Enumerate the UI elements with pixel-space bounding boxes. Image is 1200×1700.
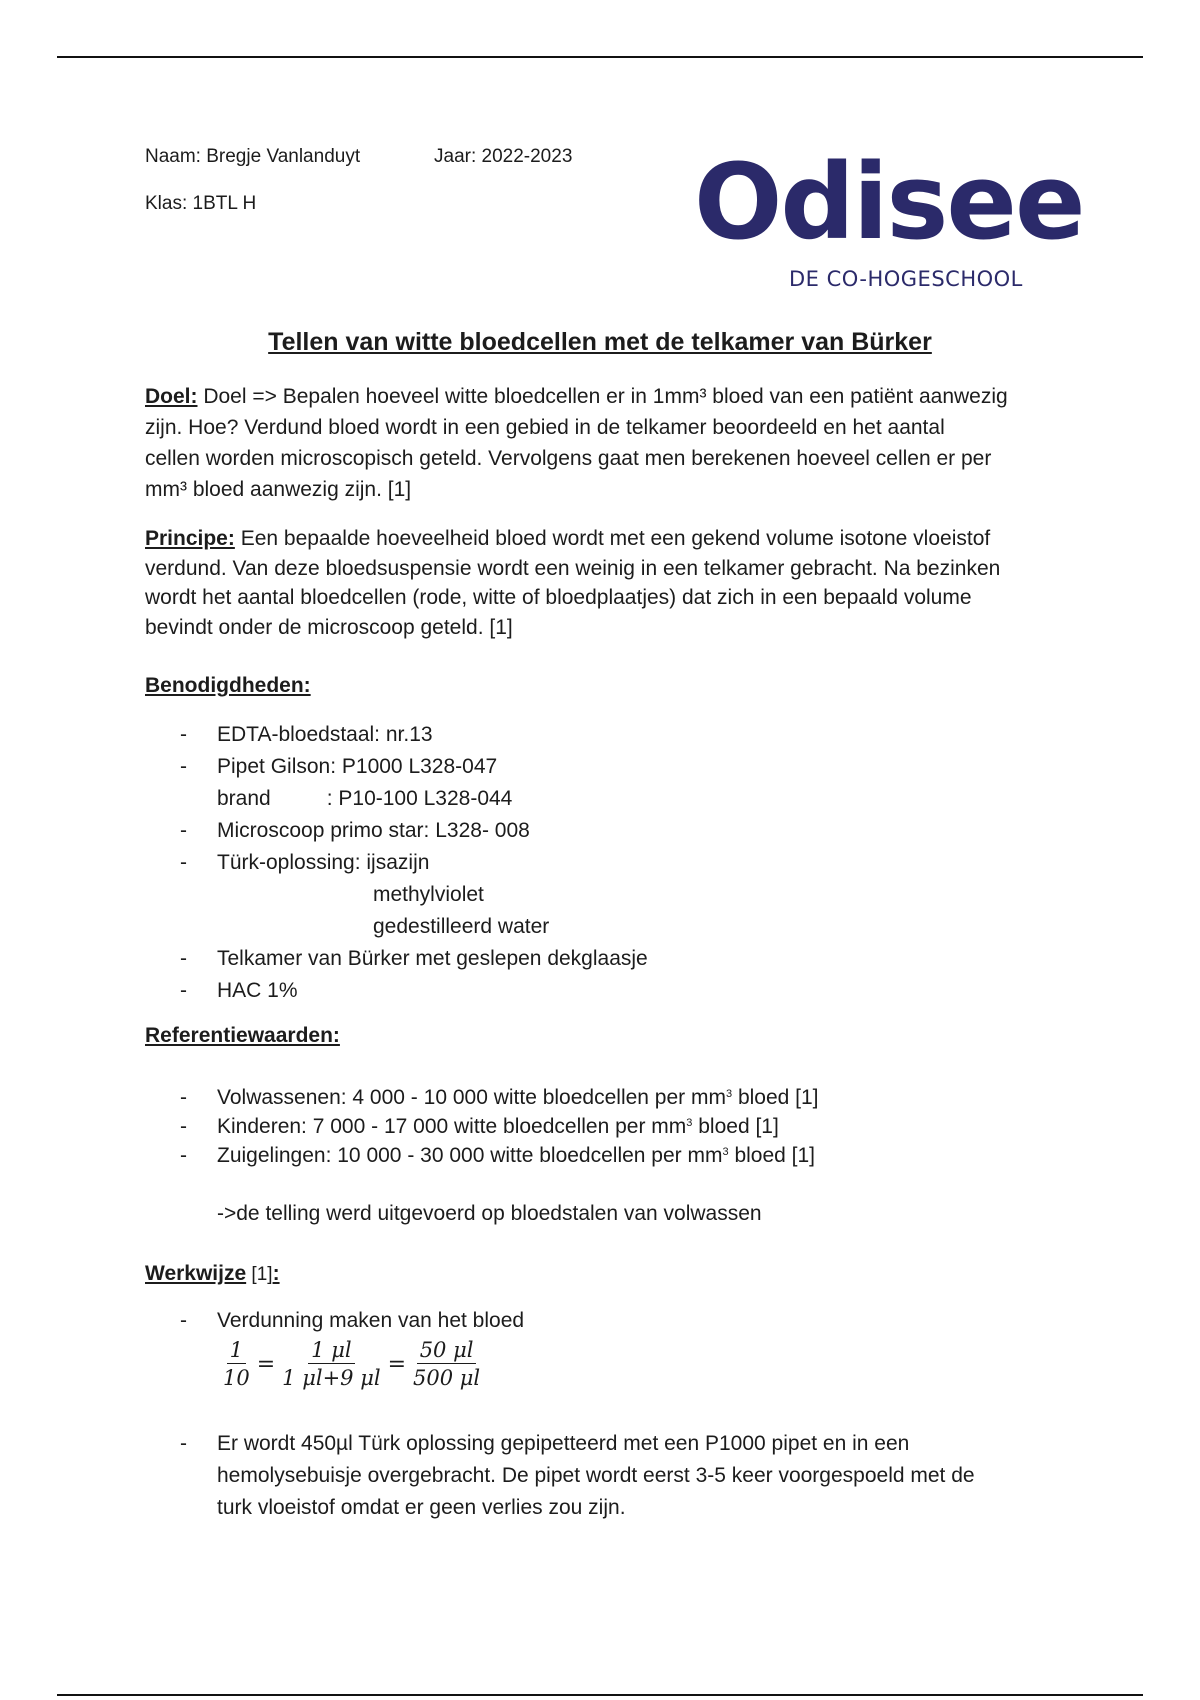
bottom-rule: [57, 1694, 1143, 1696]
pipet-brand-label: brand: [217, 787, 271, 810]
principe-line: wordt het aantal bloedcellen (rode, witte of bloedplaatjes) dat zich in een bepaald volume: [145, 586, 972, 609]
fraction-numerator: 1: [227, 1337, 246, 1364]
pipet-brand-value: : P10-100 L328-044: [326, 787, 513, 810]
list-dash: -: [180, 979, 187, 1002]
ref-superscript: 3: [686, 1117, 693, 1129]
list-item: [145, 1305, 1145, 1337]
werkwijze-list-step1: [145, 1305, 1145, 1337]
list-dash: -: [180, 1086, 187, 1109]
ref-superscript: 3: [725, 1088, 733, 1100]
list-dash: -: [180, 1144, 187, 1167]
ref-text: bloed [1]: [728, 1144, 816, 1167]
list-dash: -: [180, 755, 187, 778]
fraction-denominator: 1 μl+9 μl: [282, 1366, 381, 1390]
fraction-volumes: [279, 1337, 383, 1392]
list-item: [145, 847, 1145, 879]
list-dash: -: [180, 723, 187, 746]
principe-line: bevindt onder de microscoop geteld. [1]: [145, 615, 513, 639]
equals-sign: =: [387, 1352, 407, 1377]
list-item: [145, 1083, 1145, 1112]
list-dash: -: [180, 819, 187, 842]
turk-sub-item: methylviolet: [373, 883, 484, 906]
referentiewaarden-heading: Referentiewaarden:: [145, 1024, 340, 1047]
odisee-logo-subtitle: DE CO-HOGESCHOOL: [789, 267, 1023, 291]
turk-sub-item: gedestilleerd water: [373, 915, 550, 938]
referentie-note: ->de telling werd uitgevoerd op bloedstalen van volwassen: [217, 1202, 762, 1225]
werkwijze-heading: [145, 1262, 280, 1286]
fraction-numerator: 1 μl: [308, 1337, 354, 1364]
student-name: Naam: Bregje Vanlanduyt: [145, 146, 361, 167]
list-item: [145, 815, 1145, 847]
werkwijze-ref: [1]: [246, 1264, 273, 1285]
werkwijze-step2: [145, 1428, 1155, 1524]
list-item-continuation: [145, 879, 1145, 911]
list-item-text: Verdunning maken van het bloed: [217, 1309, 525, 1332]
doel-line: mm³ bloed aanwezig zijn. [1]: [145, 478, 412, 501]
ref-text: bloed [1]: [692, 1115, 779, 1138]
list-item-text: Pipet Gilson: P1000 L328-047: [217, 755, 498, 778]
doel-line: cellen worden microscopisch geteld. Vervolgens gaat men berekenen hoeveel cellen er per: [145, 447, 992, 470]
list-dash: -: [180, 1432, 187, 1455]
class-label: Klas: 1BTL H: [145, 193, 257, 214]
werkwijze-colon: :: [272, 1262, 280, 1285]
doel-line: Doel => Bepalen hoeveel witte bloedcellen er in 1mm³ bloed van een patiënt aanwezig: [197, 385, 1008, 408]
list-dash: -: [180, 947, 187, 970]
step2-line: turk vloeistof omdat er geen verlies zou zijn.: [217, 1496, 626, 1519]
list-item: [145, 719, 1145, 751]
ref-text: Zuigelingen: 10 000 - 30 000 witte bloedcellen per mm: [217, 1144, 723, 1167]
list-item: [145, 1112, 1145, 1141]
fraction-denominator: 500 μl: [413, 1366, 481, 1390]
ref-text: bloed [1]: [732, 1086, 819, 1109]
list-dash: -: [180, 1309, 187, 1332]
step2-line: Er wordt 450µl Türk oplossing gepipetteerd met een P1000 pipet en in een: [217, 1432, 910, 1455]
principe-line: verdund. Van deze bloedsuspensie wordt een weinig in een telkamer gebracht. Na bezinken: [145, 556, 1001, 580]
list-item-text: EDTA-bloedstaal: nr.13: [217, 723, 433, 746]
top-rule: [57, 56, 1143, 58]
benodigdheden-heading: Benodigdheden:: [145, 674, 311, 697]
list-item-text: HAC 1%: [217, 979, 298, 1002]
list-item-continuation: [145, 783, 1145, 815]
principe-paragraph: [145, 524, 1155, 642]
equals-sign: =: [256, 1352, 276, 1377]
ref-superscript: 3: [722, 1146, 729, 1158]
list-item: [145, 943, 1145, 975]
referentiewaarden-list: [145, 1083, 1145, 1170]
doel-paragraph: [145, 381, 1155, 505]
principe-label: Principe:: [145, 527, 235, 550]
school-year: Jaar: 2022-2023: [434, 146, 573, 167]
principe-line: Een bepaalde hoeveelheid bloed wordt met een gekend volume isotone vloeistof: [234, 527, 991, 550]
fraction-microliters: [410, 1337, 483, 1392]
ref-text: Kinderen: 7 000 - 17 000 witte bloedcellen per mm: [217, 1115, 687, 1138]
list-item-text: Microscoop primo star: L328- 008: [217, 819, 530, 842]
doel-label: Doel:: [145, 385, 198, 408]
fraction-denominator: 10: [223, 1366, 250, 1390]
list-item: [145, 751, 1145, 783]
page-title: Tellen van witte bloedcellen met de telkamer van Bürker: [268, 328, 932, 356]
fraction-numerator: 50 μl: [417, 1337, 477, 1364]
list-dash: -: [180, 1115, 187, 1138]
list-item-text: Telkamer van Bürker met geslepen dekglaasje: [217, 947, 648, 970]
fraction-one-tenth: [220, 1337, 253, 1392]
dilution-formula: [218, 1337, 485, 1392]
step2-line: hemolysebuisje overgebracht. De pipet wordt eerst 3-5 keer voorgespoeld met de: [217, 1464, 975, 1487]
list-item-continuation: [145, 911, 1145, 943]
odisee-logo: Odisee: [694, 141, 1084, 263]
werkwijze-label: Werkwijze: [145, 1262, 247, 1285]
ref-text: Volwassenen: 4 000 - 10 000 witte bloedcellen per mm: [217, 1086, 726, 1109]
list-item-text: Türk-oplossing: ijsazijn: [217, 851, 430, 874]
list-item: [145, 1141, 1145, 1170]
list-item: [145, 1428, 1155, 1524]
doel-line: zijn. Hoe? Verdund bloed wordt in een gebied in de telkamer beoordeeld en het aantal: [145, 416, 945, 439]
list-item: [145, 975, 1145, 1007]
benodigdheden-list: [145, 719, 1145, 1007]
list-dash: -: [180, 851, 187, 874]
